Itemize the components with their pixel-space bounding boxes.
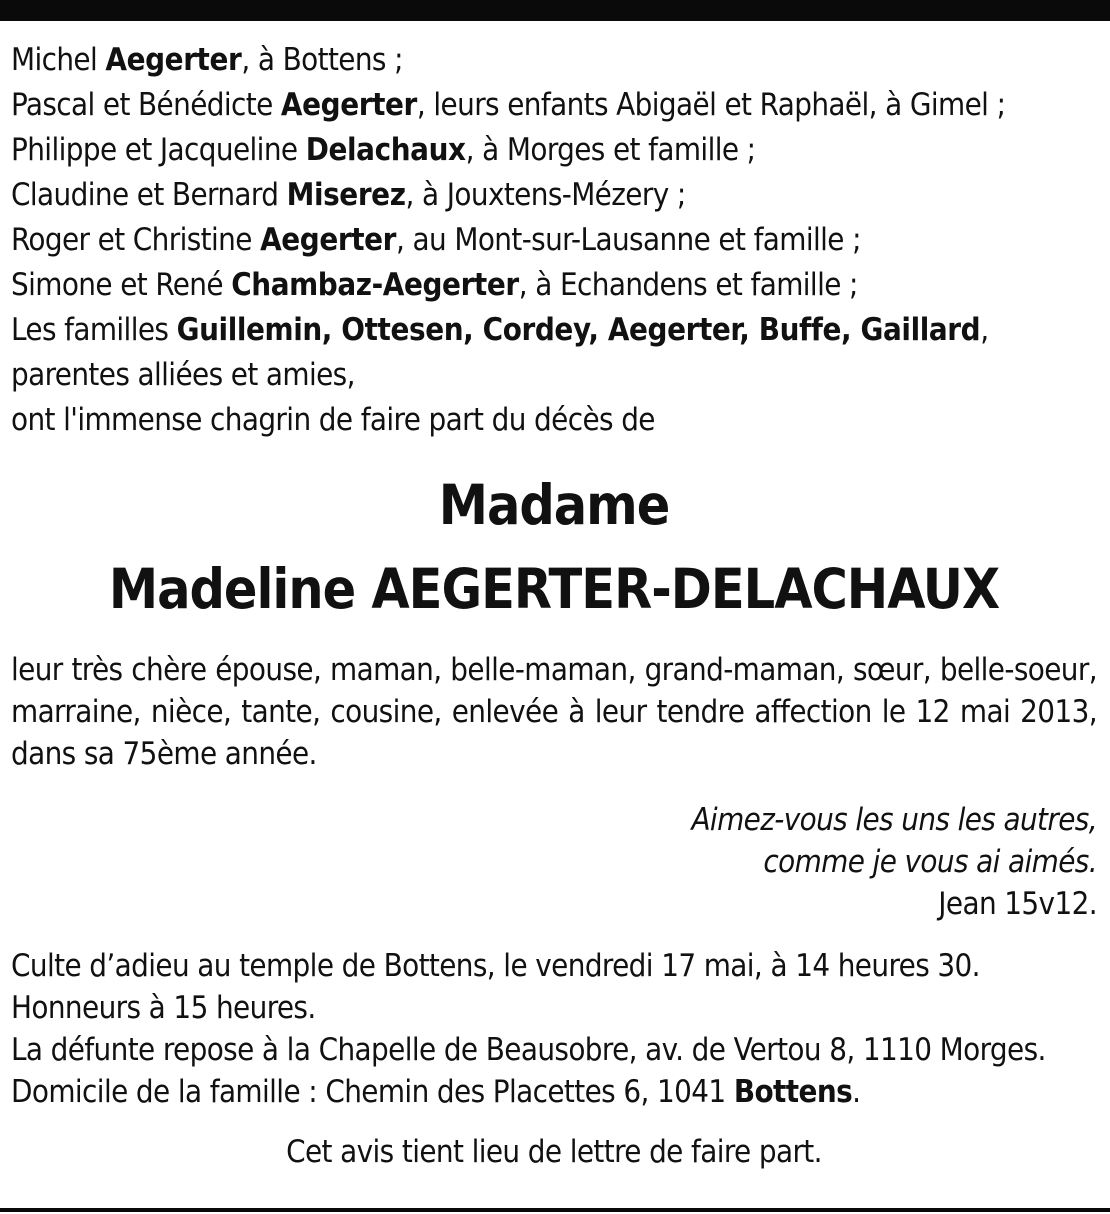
closing-note: Cet avis tient lieu de lettre de faire part.	[286, 1134, 822, 1170]
bottom-border-rule	[0, 1208, 1110, 1212]
family-surname: Chambaz-Aegerter	[231, 267, 519, 303]
top-border-rule	[0, 0, 1110, 21]
verse-line: Aimez-vous les uns les autres,	[691, 802, 1097, 838]
family-surname: Miserez	[286, 177, 406, 213]
family-line: Michel Aegerter, à Bottens ;	[11, 42, 403, 78]
service-details	[11, 945, 1097, 1113]
family-line: Simone et René Chambaz-Aegerter, à Echandens et famille ;	[11, 267, 858, 303]
deceased-name: Madeline AEGERTER-DELACHAUX	[108, 557, 1000, 621]
family-list	[11, 38, 1097, 443]
family-line: Philippe et Jacqueline Delachaux, à Morges et famille ;	[11, 132, 756, 168]
death-notice	[11, 38, 1097, 1173]
announcement-line: ont l'immense chagrin de faire part du décès de	[11, 402, 655, 438]
honours-info: Honneurs à 15 heures.	[11, 990, 316, 1026]
family-line: Les familles Guillemin, Ottesen, Cordey, Aegerter, Buffe, Gaillard,	[11, 312, 989, 348]
tribute-text: leur très chère épouse, maman, belle-maman, grand-maman, sœur, belle-soeur, marraine, nièce, tante, cousine, enlevée à leur tendre affection le 12 mai 2013, dans sa 75ème année.	[11, 652, 1097, 772]
ceremony-info: Culte d’adieu au temple de Bottens, le vendredi 17 mai, à 14 heures 30.	[11, 948, 980, 984]
bible-verse	[11, 799, 1097, 925]
family-surname: Aegerter	[260, 222, 397, 258]
family-line: Pascal et Bénédicte Aegerter, leurs enfants Abigaël et Raphaël, à Gimel ;	[11, 87, 1006, 123]
family-home-address: Domicile de la famille : Chemin des Placettes 6, 1041 Bottens.	[11, 1074, 861, 1110]
deceased-heading	[11, 463, 1097, 631]
verse-line: comme je vous ai aimés.	[763, 844, 1097, 880]
family-surname: Aegerter	[105, 42, 242, 78]
family-line: Claudine et Bernard Miserez, à Jouxtens-Mézery ;	[11, 177, 686, 213]
family-surname: Delachaux	[305, 132, 466, 168]
family-surname: Aegerter	[280, 87, 417, 123]
deceased-honorific: Madame	[438, 473, 670, 537]
family-line: Roger et Christine Aegerter, au Mont-sur-Lausanne et famille ;	[11, 222, 861, 258]
verse-reference: Jean 15v12.	[938, 886, 1097, 922]
resting-place-info: La défunte repose à la Chapelle de Beausobre, av. de Vertou 8, 1110 Morges.	[11, 1032, 1046, 1068]
family-surname: Guillemin, Ottesen, Cordey, Aegerter, Buffe, Gaillard	[176, 312, 981, 348]
home-town: Bottens	[733, 1074, 853, 1110]
family-line: parentes alliées et amies,	[11, 357, 355, 393]
